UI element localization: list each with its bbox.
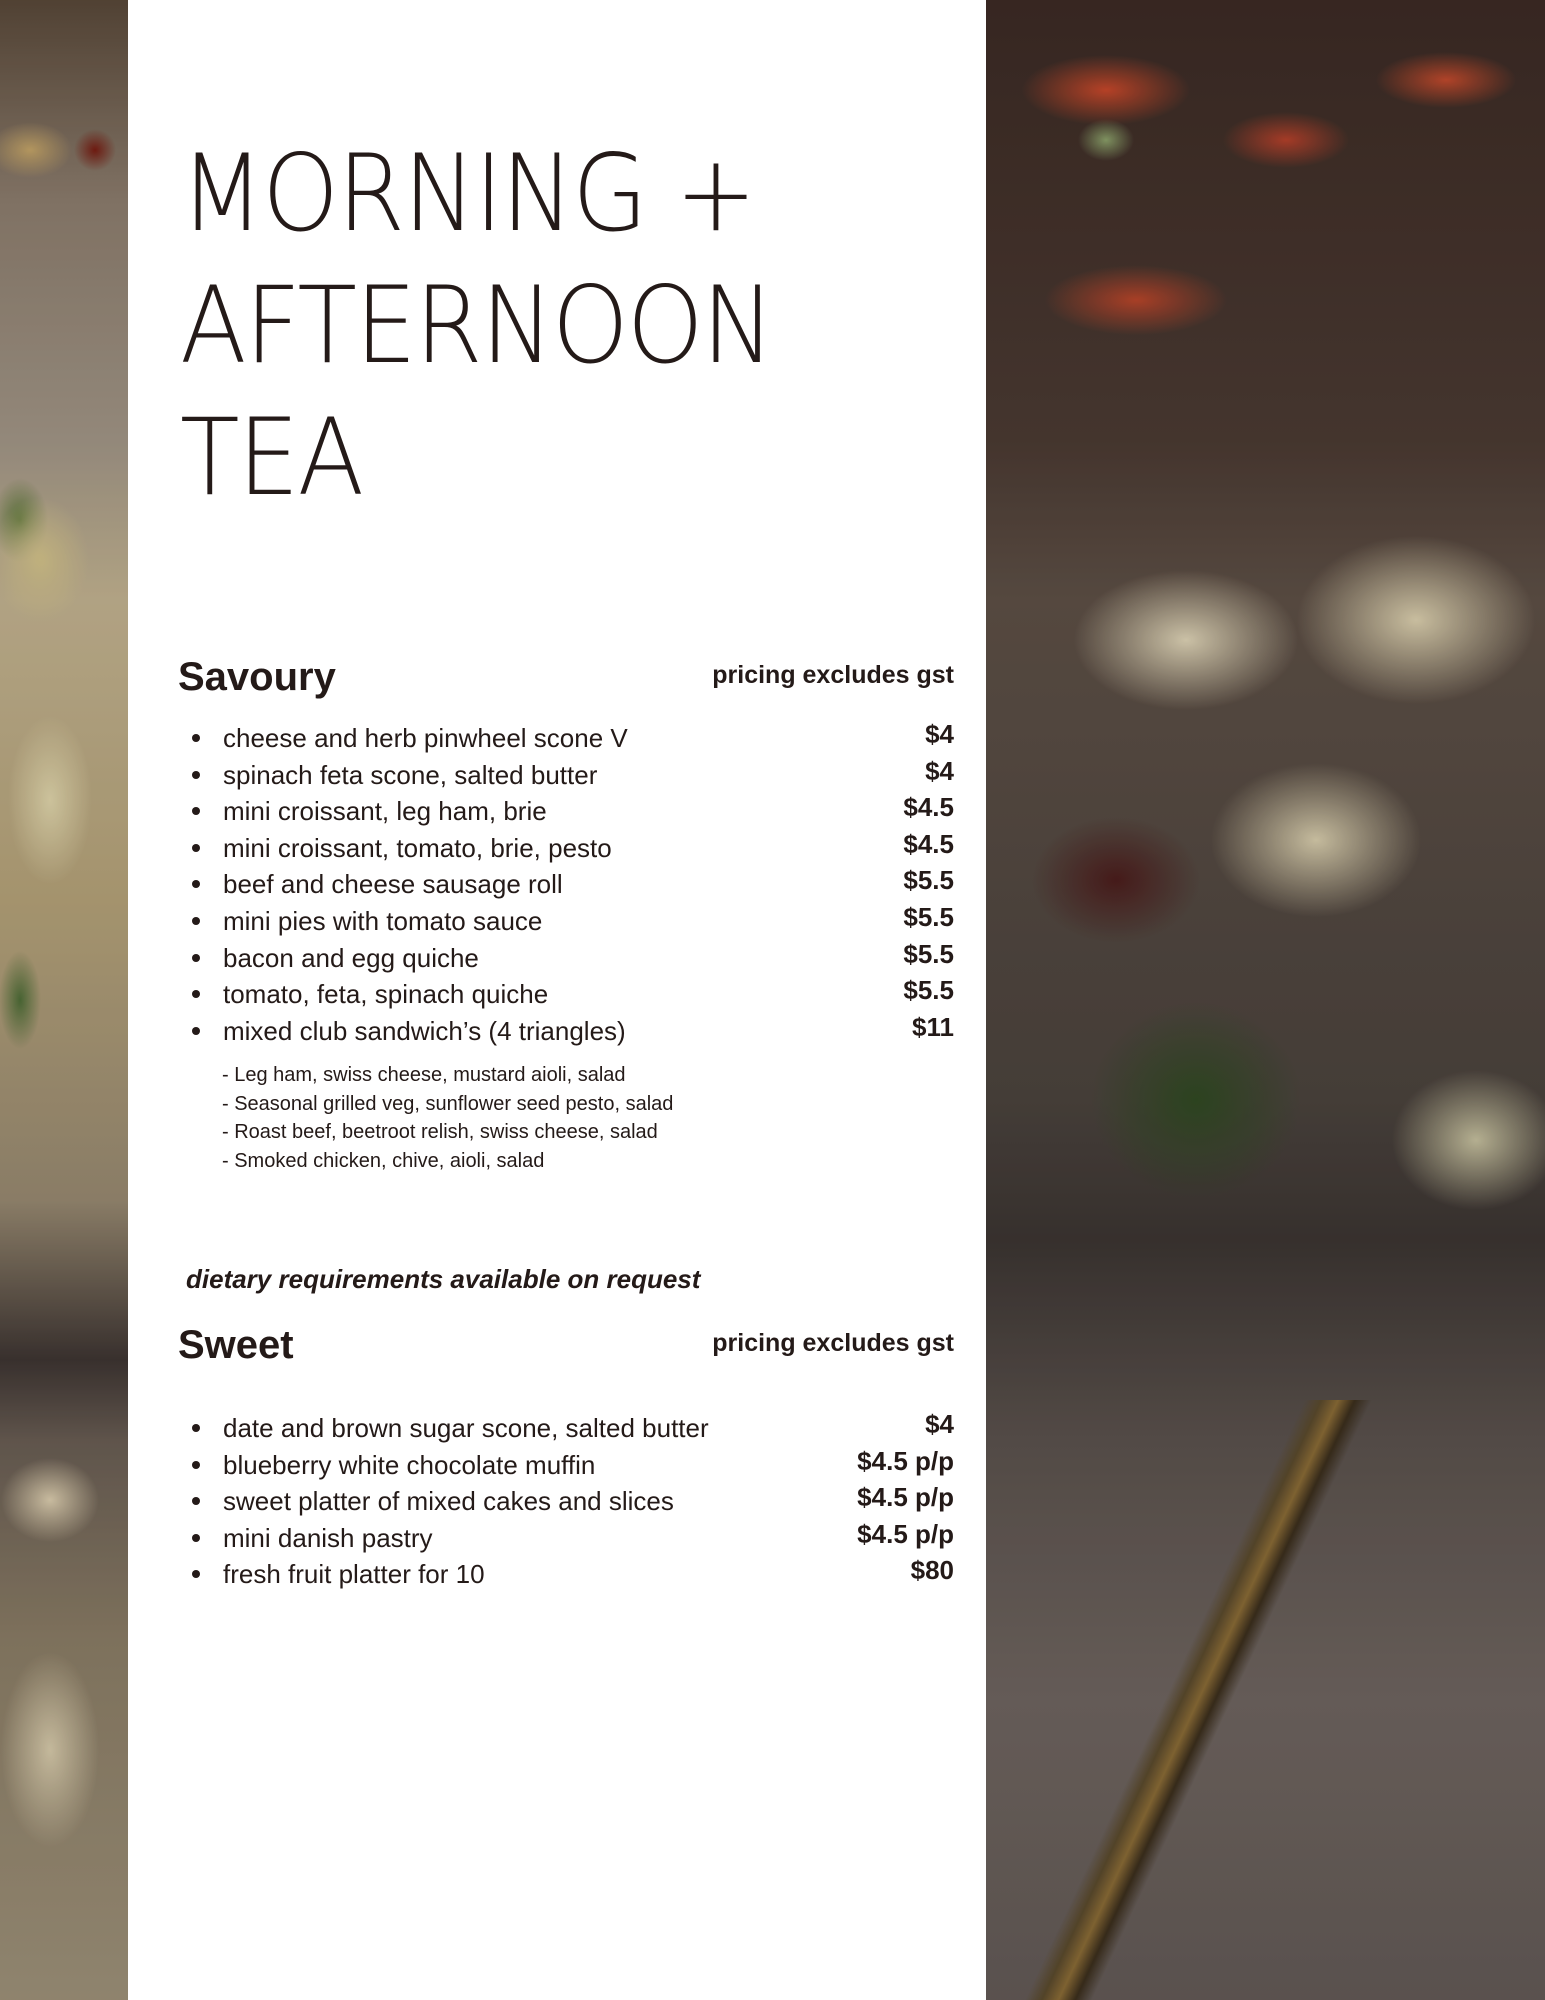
item-name: blueberry white chocolate muffin: [223, 1449, 596, 1480]
list-item: [178, 757, 954, 794]
list-item: [178, 830, 954, 867]
item-price: $4.5 p/p: [857, 1482, 954, 1513]
item-name: fresh fruit platter for 10: [223, 1559, 485, 1590]
item-name: tomato, feta, spinach quiche: [223, 979, 549, 1010]
item-price: $5.5: [903, 901, 954, 932]
dietary-note: dietary requirements available on request: [186, 1264, 701, 1294]
item-price: $80: [910, 1555, 954, 1586]
item-name: beef and cheese sausage roll: [223, 869, 563, 900]
sandwich-option: - Smoked chicken, chive, aioli, salad: [222, 1149, 545, 1172]
bullet: [192, 1027, 200, 1035]
sweet-pricing-note: pricing excludes gst: [712, 1329, 954, 1357]
bullet: [192, 1461, 200, 1469]
bullet: [192, 807, 200, 815]
item-price: $4: [925, 755, 954, 786]
title-line: AFTERNOON: [180, 264, 773, 387]
bullet: [192, 1570, 200, 1578]
item-price: $4: [925, 1409, 954, 1439]
list-item: [178, 1447, 954, 1484]
item-price: $4.5 p/p: [857, 1518, 954, 1549]
item-name: date and brown sugar scone, salted butter: [223, 1413, 709, 1443]
savoury-pricing-note: pricing excludes gst: [712, 661, 954, 689]
bullet: [192, 1424, 200, 1432]
savoury-heading: Savoury: [178, 655, 336, 699]
bullet: [192, 1534, 200, 1542]
item-name: mixed club sandwich’s (4 triangles): [223, 1015, 626, 1046]
list-item: [178, 1013, 954, 1050]
bullet: [192, 990, 200, 998]
item-name: mini danish pastry: [223, 1522, 433, 1553]
savoury-header: [178, 652, 954, 702]
menu-panel: [128, 0, 986, 2000]
item-name: mini croissant, tomato, brie, pesto: [223, 832, 612, 863]
bullet: [192, 844, 200, 852]
list-item: [178, 866, 954, 903]
list-item: [178, 1520, 954, 1557]
sandwich-options-list: [222, 1061, 673, 1175]
list-item: [178, 720, 954, 757]
item-price: $4: [925, 719, 954, 749]
item-name: mini croissant, leg ham, brie: [223, 796, 547, 827]
list-item: [178, 940, 954, 977]
item-price: $4.5: [903, 792, 954, 823]
food-photo-left: [0, 0, 128, 2000]
title-line: TEA: [180, 396, 363, 519]
sandwich-option: - Roast beef, beetroot relish, swiss cheese, salad: [222, 1121, 658, 1144]
list-item: [178, 1483, 954, 1520]
item-price: $5.5: [903, 865, 954, 896]
bullet: [192, 917, 200, 925]
title-line: MORNING +: [180, 132, 756, 255]
bullet: [192, 771, 200, 779]
list-item: [178, 793, 954, 830]
sweet-header: [178, 1320, 954, 1370]
list-item: [178, 1410, 954, 1447]
bullet: [192, 954, 200, 962]
list-item: [178, 976, 954, 1013]
sweet-list: [178, 1410, 954, 1593]
bullet: [192, 880, 200, 888]
menu-title: [180, 128, 773, 524]
savoury-list: [178, 720, 954, 1049]
list-item: [178, 903, 954, 940]
food-photo-right: [986, 0, 1545, 2000]
item-name: mini pies with tomato sauce: [223, 905, 543, 936]
item-price: $4.5: [903, 828, 954, 859]
item-name: cheese and herb pinwheel scone V: [223, 723, 628, 753]
item-name: spinach feta scone, salted butter: [223, 759, 598, 790]
tray-edge: [986, 1400, 1545, 2000]
sweet-heading: Sweet: [178, 1323, 294, 1367]
item-price: $4.5 p/p: [857, 1445, 954, 1476]
sandwich-option: - Seasonal grilled veg, sunflower seed pesto, salad: [222, 1092, 674, 1115]
list-item: [178, 1556, 954, 1593]
bullet: [192, 1497, 200, 1505]
bullet: [192, 734, 200, 742]
item-price: $5.5: [903, 975, 954, 1006]
item-price: $11: [912, 1011, 954, 1042]
item-price: $5.5: [903, 938, 954, 969]
item-name: sweet platter of mixed cakes and slices: [223, 1486, 674, 1517]
item-name: bacon and egg quiche: [223, 942, 479, 973]
sandwich-option: - Leg ham, swiss cheese, mustard aioli, salad: [222, 1064, 626, 1086]
